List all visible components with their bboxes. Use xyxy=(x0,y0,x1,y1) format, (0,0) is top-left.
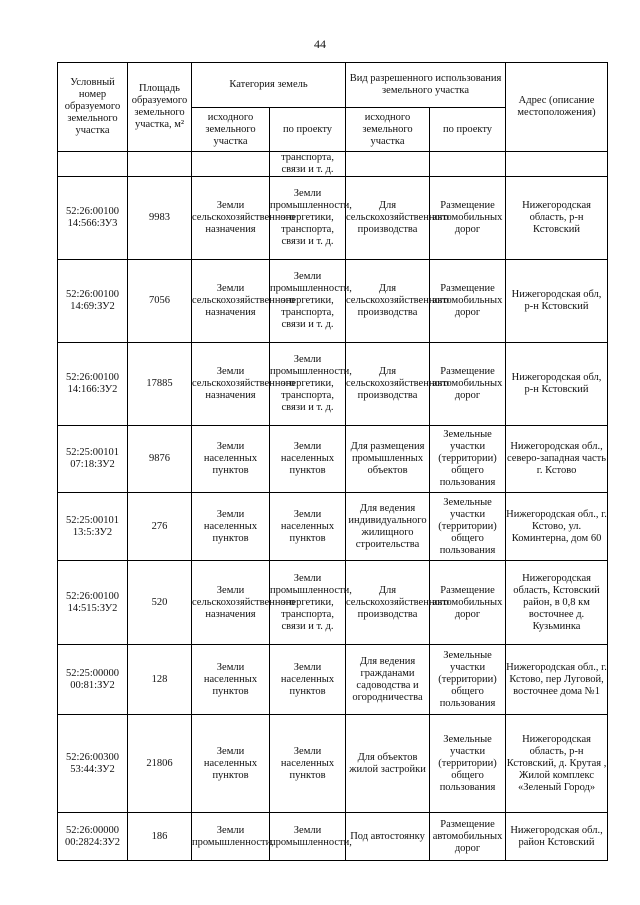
page-number: 44 xyxy=(314,37,326,51)
cell-use-original: Для сельскохозяйственного производства xyxy=(346,260,430,343)
cell-category-project: Земли промышленности, xyxy=(270,813,346,861)
cell-address: Нижегородская обл., северо-западная часть г. Кстово xyxy=(506,426,608,493)
cell-address: Нижегородская обл., г. Кстово, пер Луговой, восточнее дома №1 xyxy=(506,645,608,715)
cell-use-project: Земельные участки (территории) общего пользования xyxy=(430,645,506,715)
cell-use-project: Размещение автомобильных дорог xyxy=(430,177,506,260)
cell-area xyxy=(128,152,192,177)
cell-category-original: Земли населенных пунктов xyxy=(192,493,270,561)
cell-category-project: Земли населенных пунктов xyxy=(270,645,346,715)
cell-address: Нижегородская обл., г. Кстово, ул. Коминтерна, дом 60 xyxy=(506,493,608,561)
cell-area: 276 xyxy=(128,493,192,561)
table-row xyxy=(58,177,608,260)
cell-use-original: Для сельскохозяйственного производства xyxy=(346,561,430,645)
cell-category-original: Земли сельскохозяйственного назначения xyxy=(192,177,270,260)
cell-area: 186 xyxy=(128,813,192,861)
cell-number: 52:26:00100 14:166:ЗУ2 xyxy=(58,343,128,426)
cell-area: 128 xyxy=(128,645,192,715)
cell-number: 52:25:00101 07:18:ЗУ2 xyxy=(58,426,128,493)
cell-category-original: Земли населенных пунктов xyxy=(192,426,270,493)
header-category: Категория земель xyxy=(192,63,346,108)
header-address: Адрес (описание местоположения) xyxy=(506,63,608,152)
cell-use-project xyxy=(430,152,506,177)
table-row xyxy=(58,493,608,561)
cell-category-project: Земли населенных пунктов xyxy=(270,426,346,493)
table-row-continuation xyxy=(58,152,608,177)
cell-category-original: Земли промышленности, xyxy=(192,813,270,861)
cell-area: 17885 xyxy=(128,343,192,426)
table-row xyxy=(58,813,608,861)
cell-use-original: Для объектов жилой застройки xyxy=(346,715,430,813)
land-plots-table xyxy=(57,62,608,861)
table-row xyxy=(58,426,608,493)
cell-number: 52:26:00000 00:2824:ЗУ2 xyxy=(58,813,128,861)
cell-address: Нижегородская обл, р-н Кстовский xyxy=(506,260,608,343)
table-row xyxy=(58,260,608,343)
cell-address: Нижегородская область, р-н Кстовский, д. Крутая , Жилой комплекс «Зеленый Город» xyxy=(506,715,608,813)
table-row xyxy=(58,561,608,645)
cell-category-project: Земли промышленности, энергетики, транспорта, связи и т. д. xyxy=(270,343,346,426)
cell-category-original: Земли населенных пунктов xyxy=(192,715,270,813)
cell-number: 52:25:00101 13:5:ЗУ2 xyxy=(58,493,128,561)
cell-address: Нижегородская область, Кстовский район, в 0,8 км восточнее д. Кузьминка xyxy=(506,561,608,645)
cell-area: 9983 xyxy=(128,177,192,260)
cell-category-original: Земли сельскохозяйственного назначения xyxy=(192,561,270,645)
cell-address xyxy=(506,152,608,177)
cell-address: Нижегородская обл, р-н Кстовский xyxy=(506,343,608,426)
cell-use-project: Размещение автомобильных дорог xyxy=(430,260,506,343)
cell-number: 52:26:00100 14:69:ЗУ2 xyxy=(58,260,128,343)
table-row xyxy=(58,645,608,715)
cell-use-original: Под автостоянку xyxy=(346,813,430,861)
header-number: Условный номер образуемого земельного участка xyxy=(58,63,128,152)
header-permitted-use: Вид разрешенного использования земельного участка xyxy=(346,63,506,108)
header-use-original: исходного земельного участка xyxy=(346,108,430,152)
table-row xyxy=(58,343,608,426)
cell-use-original xyxy=(346,152,430,177)
cell-use-project: Размещение автомобильных дорог xyxy=(430,343,506,426)
cell-category-original: Земли сельскохозяйственного назначения xyxy=(192,260,270,343)
cell-category-project: Земли промышленности, энергетики, транспорта, связи и т. д. xyxy=(270,177,346,260)
cell-category-project: Земли населенных пунктов xyxy=(270,715,346,813)
header-area: Площадь образуемого земельного участка, м² xyxy=(128,63,192,152)
header-category-original: исходного земельного участка xyxy=(192,108,270,152)
cell-number: 52:26:00300 53:44:ЗУ2 xyxy=(58,715,128,813)
cell-use-original: Для ведения гражданами садоводства и огородничества xyxy=(346,645,430,715)
header-category-project: по проекту xyxy=(270,108,346,152)
header-use-project: по проекту xyxy=(430,108,506,152)
cell-number: 52:26:00100 14:566:ЗУ3 xyxy=(58,177,128,260)
cell-category-project: Земли промышленности, энергетики, транспорта, связи и т. д. xyxy=(270,561,346,645)
cell-use-original: Для размещения промышленных объектов xyxy=(346,426,430,493)
cell-category-original xyxy=(192,152,270,177)
cell-category-project: Земли промышленности, энергетики, транспорта, связи и т. д. xyxy=(270,260,346,343)
cell-area: 9876 xyxy=(128,426,192,493)
cell-use-project: Земельные участки (территории) общего пользования xyxy=(430,493,506,561)
cell-category-project: Земли населенных пунктов xyxy=(270,493,346,561)
table-row xyxy=(58,715,608,813)
cell-use-project: Размещение автомобильных дорог xyxy=(430,561,506,645)
cell-area: 520 xyxy=(128,561,192,645)
cell-number xyxy=(58,152,128,177)
cell-use-project: Земельные участки (территории) общего пользования xyxy=(430,715,506,813)
cell-use-project: Размещение автомобильных дорог xyxy=(430,813,506,861)
cell-use-original: Для сельскохозяйственного производства xyxy=(346,343,430,426)
cell-number: 52:26:00100 14:515:ЗУ2 xyxy=(58,561,128,645)
cell-area: 7056 xyxy=(128,260,192,343)
cell-number: 52:25:00000 00:81:ЗУ2 xyxy=(58,645,128,715)
cell-category-project: транспорта, связи и т. д. xyxy=(270,152,346,177)
cell-use-original: Для сельскохозяйственного производства xyxy=(346,177,430,260)
cell-category-original: Земли сельскохозяйственного назначения xyxy=(192,343,270,426)
cell-area: 21806 xyxy=(128,715,192,813)
cell-use-project: Земельные участки (территории) общего пользования xyxy=(430,426,506,493)
cell-use-original: Для ведения индивидуального жилищного строительства xyxy=(346,493,430,561)
cell-category-original: Земли населенных пунктов xyxy=(192,645,270,715)
cell-address: Нижегородская обл., район Кстовский xyxy=(506,813,608,861)
cell-address: Нижегородская область, р-н Кстовский xyxy=(506,177,608,260)
